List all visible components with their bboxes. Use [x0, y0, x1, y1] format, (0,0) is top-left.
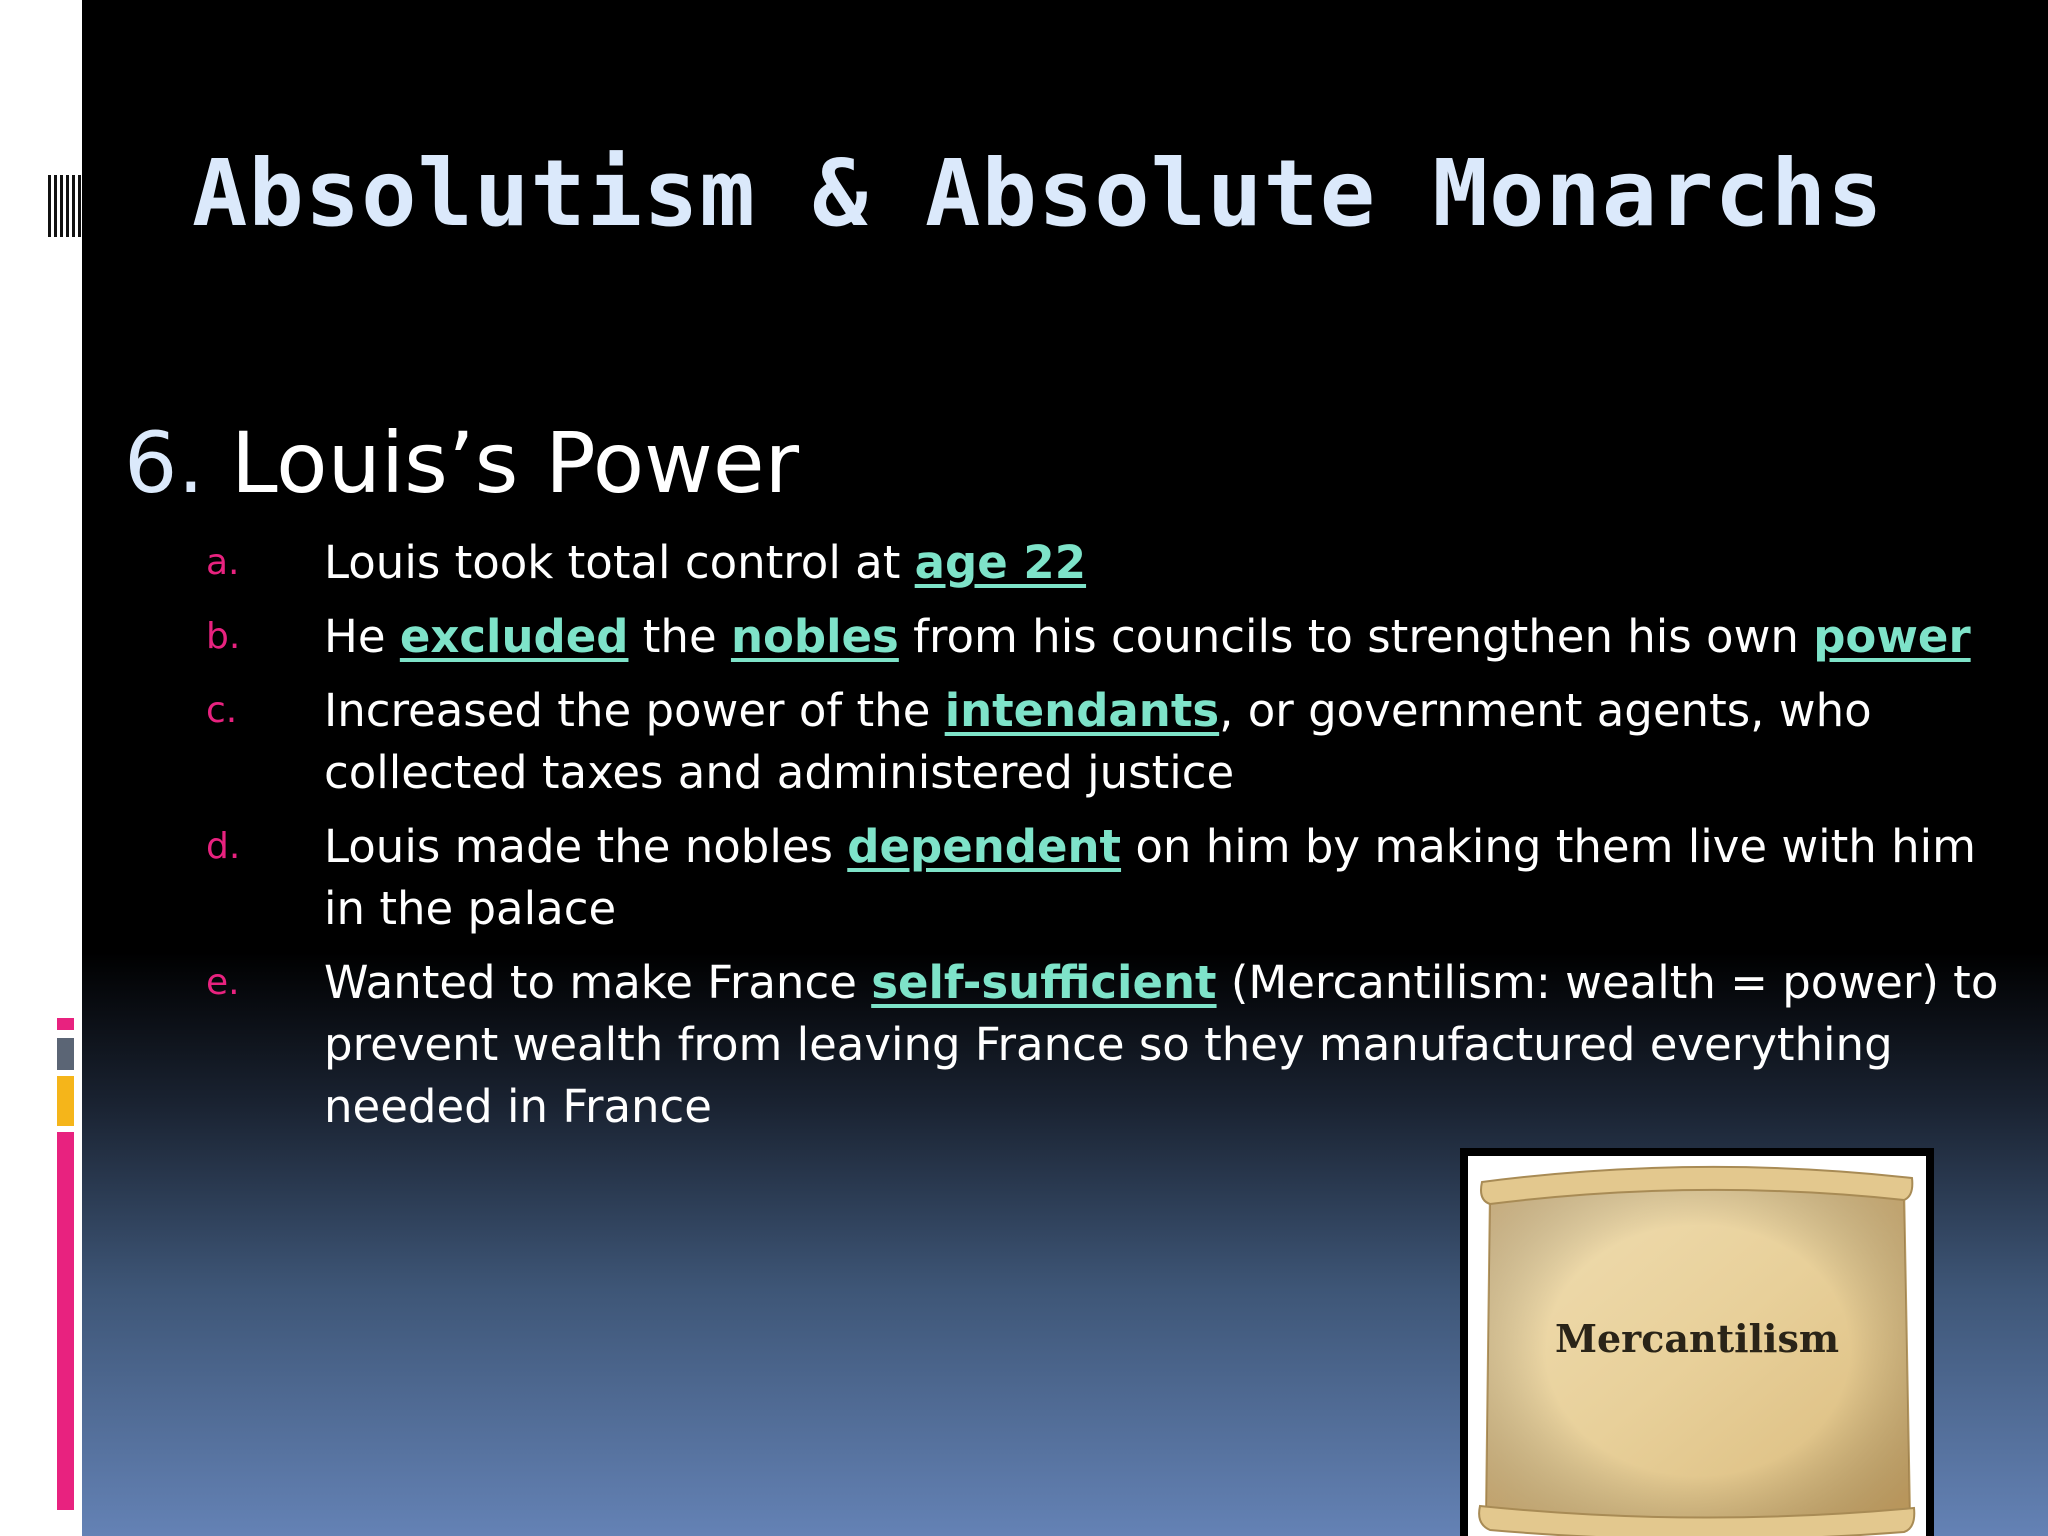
text-run: He	[324, 610, 400, 663]
accent-bar-pink-tall	[57, 1132, 74, 1510]
text-run: Wanted to make France	[324, 956, 872, 1009]
mercantilism-image	[1460, 1148, 1934, 1536]
list-item	[82, 816, 2048, 940]
heading-text: Louis’s Power	[230, 414, 800, 512]
text-run: , or government agents, who collected taxes and administered justice	[324, 684, 1872, 799]
keyword-link[interactable]: nobles	[730, 610, 899, 663]
text-run: on him by making them live with him in the palace	[324, 820, 1976, 935]
list-marker: c.	[206, 690, 238, 731]
slide-canvas	[82, 0, 2048, 1536]
text-run: the	[628, 610, 731, 663]
section-heading	[124, 414, 799, 512]
heading-number: 6.	[124, 414, 205, 512]
list-item	[82, 952, 2048, 1138]
keyword-link[interactable]: dependent	[847, 820, 1122, 873]
list-item	[82, 606, 2048, 668]
accent-bar-gray	[57, 1038, 74, 1070]
slide-title: Absolutism & Absolute Monarchs	[192, 140, 1884, 247]
list-item-text	[324, 680, 2024, 804]
text-run: from his councils to strengthen his own	[898, 610, 1814, 663]
bullet-list	[82, 532, 2048, 1150]
text-run: Louis made the nobles	[324, 820, 848, 873]
accent-bar-pink-small	[57, 1018, 74, 1030]
keyword-link[interactable]: excluded	[399, 610, 629, 663]
text-run: Louis took total control at	[324, 536, 915, 589]
list-item-text	[324, 952, 2024, 1138]
keyword-link[interactable]: age 22	[914, 536, 1087, 589]
barcode-decoration	[48, 175, 82, 237]
list-marker: d.	[206, 826, 241, 867]
list-item	[82, 680, 2048, 804]
list-item-text	[324, 532, 2024, 594]
accent-bar-yellow	[57, 1076, 74, 1126]
list-marker: e.	[206, 962, 240, 1003]
list-item-text	[324, 816, 2024, 940]
keyword-link[interactable]: intendants	[944, 684, 1220, 737]
list-item	[82, 532, 2048, 594]
image-caption: Mercantilism	[1554, 1316, 1840, 1361]
text-run: (Mercantilism: wealth = power) to prevent wealth from leaving France so they manufactured everything needed in France	[324, 956, 1999, 1133]
left-decor-strip	[0, 0, 82, 1536]
text-run: Increased the power of the	[324, 684, 945, 737]
list-marker: a.	[206, 542, 240, 583]
keyword-link[interactable]: power	[1813, 610, 1971, 663]
list-marker: b.	[206, 616, 241, 657]
keyword-link[interactable]: self-sufficient	[871, 956, 1217, 1009]
list-item-text	[324, 606, 2024, 668]
